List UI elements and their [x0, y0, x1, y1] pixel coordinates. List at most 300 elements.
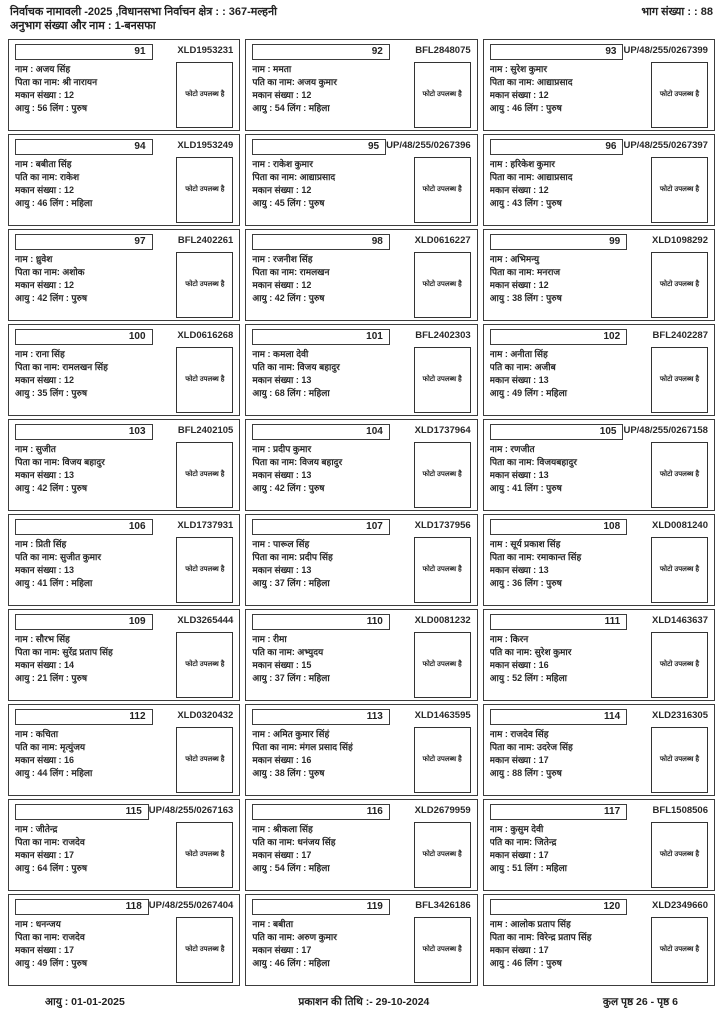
epic-number: BFL2402287 [652, 329, 708, 341]
voter-name: नाम : सुजीत [15, 443, 56, 454]
house-number: मकान संख्या : 12 [489, 279, 549, 290]
voter-card-header [15, 614, 233, 630]
voter-card [483, 229, 715, 321]
house-number: मकान संख्या : 16 [15, 754, 75, 765]
serial-number: 96 [490, 139, 624, 155]
age-gender: आयु : 88 लिंग : पुरुष [489, 767, 562, 778]
voter-card-body [490, 253, 708, 318]
voter-name: नाम : कुसुम देवी [489, 823, 544, 834]
voter-card-header [252, 899, 470, 915]
house-number: मकान संख्या : 13 [15, 564, 75, 575]
voter-card-header [490, 804, 708, 820]
age-gender: आयु : 49 लिंग : महिला [489, 387, 568, 398]
age-gender: आयु : 42 लिंग : पुरुष [15, 482, 88, 493]
serial-number: 95 [252, 139, 386, 155]
voter-info [490, 63, 651, 115]
voter-card-body [490, 918, 708, 983]
voter-card-body [15, 63, 233, 128]
serial-number: 110 [252, 614, 390, 630]
relation-name: पिता का नाम: मंगल प्रसाद सिंहं [252, 741, 353, 752]
voter-card [483, 704, 715, 796]
voter-card [8, 799, 240, 891]
voter-card-header [252, 804, 470, 820]
voter-name: नाम : राकेश कुमार [252, 158, 313, 169]
serial-number: 104 [252, 424, 390, 440]
house-number: मकान संख्या : 12 [252, 184, 312, 195]
page-footer [0, 986, 723, 1009]
house-number: मकान संख्या : 15 [252, 659, 312, 670]
voter-info [252, 348, 413, 400]
age-gender: आयु : 46 लिंग : पुरुष [489, 957, 562, 968]
voter-card-header [15, 139, 233, 155]
relation-name: पति का नाम: विजय बहादुर [252, 361, 340, 372]
voter-card [8, 324, 240, 416]
voter-card-body [15, 728, 233, 793]
photo-placeholder: फोटो उपलब्ध है [414, 632, 471, 698]
voter-info [15, 348, 176, 400]
voter-card-header [490, 329, 708, 345]
age-gender: आयु : 54 लिंग : महिला [252, 102, 330, 113]
photo-placeholder: फोटो उपलब्ध है [176, 347, 233, 413]
relation-name: पिता का नाम: मनराज [489, 266, 561, 277]
voter-info [252, 823, 413, 875]
photo-placeholder: फोटो उपलब्ध है [176, 157, 233, 223]
voter-info [490, 348, 651, 400]
voter-card-body [252, 63, 470, 128]
serial-number: 116 [252, 804, 390, 820]
voter-card-body [15, 823, 233, 888]
epic-number: BFL1508506 [652, 804, 708, 816]
voter-card-body [252, 253, 470, 318]
voter-card-header [252, 234, 470, 250]
serial-number: 114 [490, 709, 628, 725]
voter-info [15, 728, 176, 780]
voter-info [15, 538, 176, 590]
voter-name: नाम : हरिकेश कुमार [489, 158, 555, 169]
photo-placeholder: फोटो उपलब्ध है [651, 727, 708, 793]
voter-name: नाम : अमित कुमार सिंहं [252, 728, 330, 739]
voter-card-header [15, 329, 233, 345]
house-number: मकान संख्या : 12 [15, 184, 75, 195]
voter-info [15, 918, 176, 970]
voter-name: नाम : राना सिंह [15, 348, 65, 359]
epic-number: XLD1737931 [177, 519, 234, 531]
house-number: मकान संख्या : 13 [489, 564, 549, 575]
serial-number: 98 [252, 234, 390, 250]
voter-info [15, 443, 176, 495]
photo-placeholder: फोटो उपलब्ध है [651, 442, 708, 508]
epic-number: BFL2402303 [415, 329, 471, 341]
voter-info [252, 918, 413, 970]
voter-name: नाम : प्रदीप कुमार [252, 443, 312, 454]
voter-name: नाम : बबीता [252, 918, 294, 929]
serial-number: 99 [490, 234, 628, 250]
serial-number: 120 [490, 899, 628, 915]
house-number: मकान संख्या : 17 [252, 944, 312, 955]
voter-card [8, 134, 240, 226]
house-number: मकान संख्या : 12 [489, 89, 549, 100]
voter-card-body [15, 348, 233, 413]
voter-info [252, 253, 413, 305]
epic-number: XLD2679959 [414, 804, 471, 816]
age-gender: आयु : 54 लिंग : महिला [252, 862, 330, 873]
voter-card [245, 324, 477, 416]
house-number: मकान संख्या : 17 [15, 944, 75, 955]
epic-number: XLD0320432 [177, 709, 234, 721]
voter-card-body [490, 348, 708, 413]
age-gender: आयु : 64 लिंग : पुरुष [15, 862, 88, 873]
voter-name: नाम : ध्रुवेश [15, 253, 53, 264]
voter-card-header [252, 424, 470, 440]
voter-card-body [490, 728, 708, 793]
voter-card-header [15, 804, 233, 820]
voter-card-header [490, 234, 708, 250]
photo-placeholder: फोटो उपलब्ध है [651, 632, 708, 698]
photo-placeholder: फोटो उपलब्ध है [414, 917, 471, 983]
voter-card-body [15, 158, 233, 223]
voter-card-header [15, 234, 233, 250]
voter-card [245, 229, 477, 321]
voter-card-body [252, 918, 470, 983]
relation-name: पिता का नाम: विरेन्द्र प्रताप सिंह [489, 931, 592, 942]
voter-card [483, 609, 715, 701]
voter-card-body [15, 918, 233, 983]
voter-info [252, 538, 413, 590]
voter-card [8, 39, 240, 131]
voter-name: नाम : प्रिती सिंह [15, 538, 67, 549]
section-name: अनुभाग संख्या और नाम : 1-बनसफा [10, 19, 156, 32]
house-number: मकान संख्या : 17 [489, 754, 549, 765]
voter-info [15, 63, 176, 115]
house-number: मकान संख्या : 14 [15, 659, 75, 670]
voter-name: नाम : सूर्य प्रकाश सिंह [489, 538, 561, 549]
photo-placeholder: फोटो उपलब्ध है [414, 347, 471, 413]
voter-card-header [252, 139, 470, 155]
relation-name: पति का नाम: अभ्युदय [252, 646, 324, 657]
voter-card-header [15, 519, 233, 535]
relation-name: पति का नाम: अरुण कुमार [252, 931, 337, 942]
voter-card [8, 704, 240, 796]
relation-name: पिता का नाम: श्री नारायन [15, 76, 98, 87]
epic-number: XLD0616227 [414, 234, 471, 246]
relation-name: पिता का नाम: सुरेंद्र प्रताप सिंह [15, 646, 113, 657]
voter-card [245, 39, 477, 131]
photo-placeholder: फोटो उपलब्ध है [176, 252, 233, 318]
age-gender: आयु : 42 लिंग : पुरुष [252, 292, 325, 303]
house-number: मकान संख्या : 12 [15, 279, 75, 290]
voter-card [245, 799, 477, 891]
relation-name: पति का नाम: जितेन्द्र [489, 836, 557, 847]
age-gender: आयु : 45 लिंग : पुरुष [252, 197, 325, 208]
voter-info [490, 918, 651, 970]
voter-info [252, 63, 413, 115]
relation-name: पति का नाम: अजीब [489, 361, 556, 372]
photo-placeholder: फोटो उपलब्ध है [414, 252, 471, 318]
serial-number: 100 [15, 329, 153, 345]
voter-card [245, 894, 477, 986]
voter-card-header [15, 424, 233, 440]
epic-number: XLD2349660 [652, 899, 708, 911]
house-number: मकान संख्या : 13 [252, 374, 312, 385]
voter-card-header [490, 424, 708, 440]
epic-number: XLD1463637 [652, 614, 708, 626]
photo-placeholder: फोटो उपलब्ध है [414, 822, 471, 888]
voter-name: नाम : सौरभ सिंह [15, 633, 70, 644]
relation-name: पिता का नाम: आद्याप्रसाद [489, 76, 573, 87]
voter-info [252, 728, 413, 780]
voter-card-body [252, 823, 470, 888]
serial-number: 107 [252, 519, 390, 535]
relation-name: पिता का नाम: रमाकान्त सिंह [489, 551, 582, 562]
age-gender: आयु : 42 लिंग : पुरुष [252, 482, 325, 493]
voter-name: नाम : किरन [489, 633, 529, 644]
voter-card [245, 704, 477, 796]
voter-info [490, 728, 651, 780]
serial-number: 103 [15, 424, 153, 440]
voter-card-body [252, 728, 470, 793]
age-gender: आयु : 36 लिंग : पुरुष [489, 577, 562, 588]
serial-number: 106 [15, 519, 153, 535]
voter-card-body [15, 538, 233, 603]
voter-card-body [252, 443, 470, 508]
voter-card-header [15, 709, 233, 725]
house-number: मकान संख्या : 13 [252, 564, 312, 575]
voter-card-header [15, 899, 233, 915]
age-gender: आयु : 38 लिंग : पुरुष [489, 292, 562, 303]
voter-card [245, 419, 477, 511]
photo-placeholder: फोटो उपलब्ध है [176, 442, 233, 508]
serial-number: 101 [252, 329, 390, 345]
photo-placeholder: फोटो उपलब्ध है [176, 727, 233, 793]
voter-name: नाम : धनन्जय [15, 918, 61, 929]
voter-card-body [490, 443, 708, 508]
relation-name: पिता का नाम: आद्याप्रसाद [252, 171, 336, 182]
footer-page-count: कुल पृष्ठ 26 - पृष्ठ 6 [602, 995, 678, 1008]
age-gender: आयु : 41 लिंग : पुरुष [489, 482, 562, 493]
photo-placeholder: फोटो उपलब्ध है [414, 62, 471, 128]
voter-info [490, 823, 651, 875]
voter-card-header [490, 899, 708, 915]
voter-name: नाम : आलोक प्रताप सिंह [489, 918, 571, 929]
house-number: मकान संख्या : 17 [252, 849, 312, 860]
house-number: मकान संख्या : 13 [489, 374, 549, 385]
voter-info [252, 633, 413, 685]
voter-card [245, 609, 477, 701]
voter-card-header [15, 44, 233, 60]
voter-name: नाम : पारूल सिंह [252, 538, 310, 549]
age-gender: आयु : 35 लिंग : पुरुष [15, 387, 88, 398]
voter-card-header [252, 614, 470, 630]
voter-name: नाम : रजनीश सिंह [252, 253, 313, 264]
voter-card-body [490, 538, 708, 603]
age-gender: आयु : 43 लिंग : पुरुष [489, 197, 562, 208]
voter-info [15, 823, 176, 875]
age-gender: आयु : 37 लिंग : महिला [252, 672, 330, 683]
house-number: मकान संख्या : 13 [252, 469, 312, 480]
relation-name: पिता का नाम: राजदेव [15, 931, 85, 942]
epic-number: XLD0081240 [652, 519, 708, 531]
age-gender: आयु : 42 लिंग : पुरुष [15, 292, 88, 303]
house-number: मकान संख्या : 17 [489, 944, 549, 955]
photo-placeholder: फोटो उपलब्ध है [176, 537, 233, 603]
voter-name: नाम : कमला देवी [252, 348, 309, 359]
epic-number: XLD1953249 [177, 139, 234, 151]
part-number: भाग संख्या : : 88 [641, 6, 713, 18]
voter-card-body [252, 633, 470, 698]
footer-age-date: आयु : 01-01-2025 [45, 995, 125, 1008]
serial-number: 108 [490, 519, 628, 535]
photo-placeholder: फोटो उपलब्ध है [414, 727, 471, 793]
epic-number: XLD2316305 [652, 709, 708, 721]
house-number: मकान संख्या : 13 [489, 469, 549, 480]
voter-card-header [252, 44, 470, 60]
relation-name: पिता का नाम: उदरेज सिंह [489, 741, 573, 752]
house-number: मकान संख्या : 13 [15, 469, 75, 480]
voter-name: नाम : अनीता सिंह [489, 348, 548, 359]
serial-number: 113 [252, 709, 390, 725]
photo-placeholder: फोटो उपलब्ध है [651, 62, 708, 128]
voter-card-body [15, 633, 233, 698]
serial-number: 109 [15, 614, 153, 630]
age-gender: आयु : 37 लिंग : महिला [252, 577, 330, 588]
serial-number: 102 [490, 329, 628, 345]
epic-number: UP/48/255/0267397 [623, 139, 708, 151]
voter-name: नाम : श्रीकला सिंह [252, 823, 313, 834]
voter-info [490, 253, 651, 305]
serial-number: 119 [252, 899, 390, 915]
photo-placeholder: फोटो उपलब्ध है [176, 917, 233, 983]
age-gender: आयु : 38 लिंग : पुरुष [252, 767, 325, 778]
photo-placeholder: फोटो उपलब्ध है [176, 632, 233, 698]
voter-card-header [490, 519, 708, 535]
house-number: मकान संख्या : 16 [489, 659, 549, 670]
relation-name: पिता का नाम: रामलखन सिंह [15, 361, 108, 372]
epic-number: XLD0081232 [414, 614, 471, 626]
relation-name: पिता का नाम: रामलखन [252, 266, 330, 277]
relation-name: पति का नाम: अजय कुमार [252, 76, 337, 87]
epic-number: BFL3426186 [415, 899, 471, 911]
voter-name: नाम : रणजीत [489, 443, 535, 454]
house-number: मकान संख्या : 17 [489, 849, 549, 860]
age-gender: आयु : 52 लिंग : महिला [489, 672, 568, 683]
photo-placeholder: फोटो उपलब्ध है [651, 157, 708, 223]
photo-placeholder: फोटो उपलब्ध है [176, 822, 233, 888]
voter-info [490, 158, 651, 210]
epic-number: UP/48/255/0267158 [623, 424, 708, 436]
voter-card-body [490, 63, 708, 128]
photo-placeholder: फोटो उपलब्ध है [651, 252, 708, 318]
epic-number: UP/48/255/0267404 [148, 899, 234, 911]
page-header [0, 6, 723, 37]
house-number: मकान संख्या : 12 [15, 374, 75, 385]
voter-info [15, 253, 176, 305]
epic-number: XLD1737956 [414, 519, 471, 531]
relation-name: पिता का नाम: विजय बहादुर [252, 456, 343, 467]
voter-card [483, 39, 715, 131]
voter-card-header [252, 709, 470, 725]
relation-name: पति का नाम: सुजीत कुमार [15, 551, 102, 562]
voter-card-header [490, 44, 708, 60]
relation-name: पिता का नाम: विजयबहादुर [489, 456, 577, 467]
voter-card-header [490, 614, 708, 630]
voter-name: नाम : राजदेव सिंह [489, 728, 549, 739]
voter-card [483, 324, 715, 416]
house-number: मकान संख्या : 12 [15, 89, 75, 100]
photo-placeholder: फोटो उपलब्ध है [176, 62, 233, 128]
serial-number: 97 [15, 234, 153, 250]
voter-card [8, 894, 240, 986]
voter-name: नाम : अजय सिंह [15, 63, 71, 74]
photo-placeholder: फोटो उपलब्ध है [651, 347, 708, 413]
voter-info [490, 633, 651, 685]
voter-card-header [490, 709, 708, 725]
epic-number: BFL2848075 [415, 44, 471, 56]
serial-number: 111 [490, 614, 628, 630]
epic-number: UP/48/255/0267396 [386, 139, 471, 151]
house-number: मकान संख्या : 17 [15, 849, 75, 860]
voter-card [245, 134, 477, 226]
relation-name: पति का नाम: सुरेश कुमार [489, 646, 572, 657]
voter-info [490, 443, 651, 495]
house-number: मकान संख्या : 12 [489, 184, 549, 195]
voter-card-body [15, 443, 233, 508]
serial-number: 115 [15, 804, 149, 820]
footer-publication-date: प्रकाशन की तिथि :- 29-10-2024 [298, 995, 430, 1008]
age-gender: आयु : 41 लिंग : महिला [15, 577, 93, 588]
voter-name: नाम : बबीता सिंह [15, 158, 72, 169]
serial-number: 117 [490, 804, 628, 820]
relation-name: पिता का नाम: अशोक [15, 266, 85, 277]
serial-number: 91 [15, 44, 153, 60]
epic-number: UP/48/255/0267163 [148, 804, 234, 816]
age-gender: आयु : 51 लिंग : महिला [489, 862, 568, 873]
voter-card [245, 514, 477, 606]
epic-number: UP/48/255/0267399 [623, 44, 708, 56]
age-gender: आयु : 46 लिंग : महिला [15, 197, 93, 208]
photo-placeholder: फोटो उपलब्ध है [651, 537, 708, 603]
epic-number: XLD1737964 [414, 424, 471, 436]
voter-name: नाम : रीमा [252, 633, 287, 644]
voter-card [483, 134, 715, 226]
age-gender: आयु : 49 लिंग : पुरुष [15, 957, 88, 968]
relation-name: पति का नाम: धनंजय सिंह [252, 836, 336, 847]
photo-placeholder: फोटो उपलब्ध है [414, 537, 471, 603]
photo-placeholder: फोटो उपलब्ध है [414, 157, 471, 223]
age-gender: आयु : 68 लिंग : महिला [252, 387, 330, 398]
roll-title: निर्वाचक नामावली -2025 ,विधानसभा निर्वाचन क्षेत्र : : 367-मल्हनी [10, 6, 277, 18]
voter-info [15, 158, 176, 210]
voter-card-body [252, 348, 470, 413]
epic-number: BFL2402105 [177, 424, 234, 436]
age-gender: आयु : 44 लिंग : महिला [15, 767, 93, 778]
epic-number: XLD1953231 [177, 44, 234, 56]
voter-name: नाम : सुरेश कुमार [489, 63, 548, 74]
voter-name: नाम : कचिता [15, 728, 59, 739]
voter-card [483, 419, 715, 511]
voter-card-header [490, 139, 708, 155]
voter-card [8, 609, 240, 701]
serial-number: 94 [15, 139, 153, 155]
relation-name: पिता का नाम: विजय बहादुर [15, 456, 105, 467]
serial-number: 93 [490, 44, 624, 60]
house-number: मकान संख्या : 12 [252, 279, 312, 290]
epic-number: XLD0616268 [177, 329, 234, 341]
age-gender: आयु : 46 लिंग : पुरुष [489, 102, 562, 113]
epic-number: BFL2402261 [177, 234, 234, 246]
voter-card-body [15, 253, 233, 318]
voter-card-body [490, 158, 708, 223]
voter-card [8, 229, 240, 321]
